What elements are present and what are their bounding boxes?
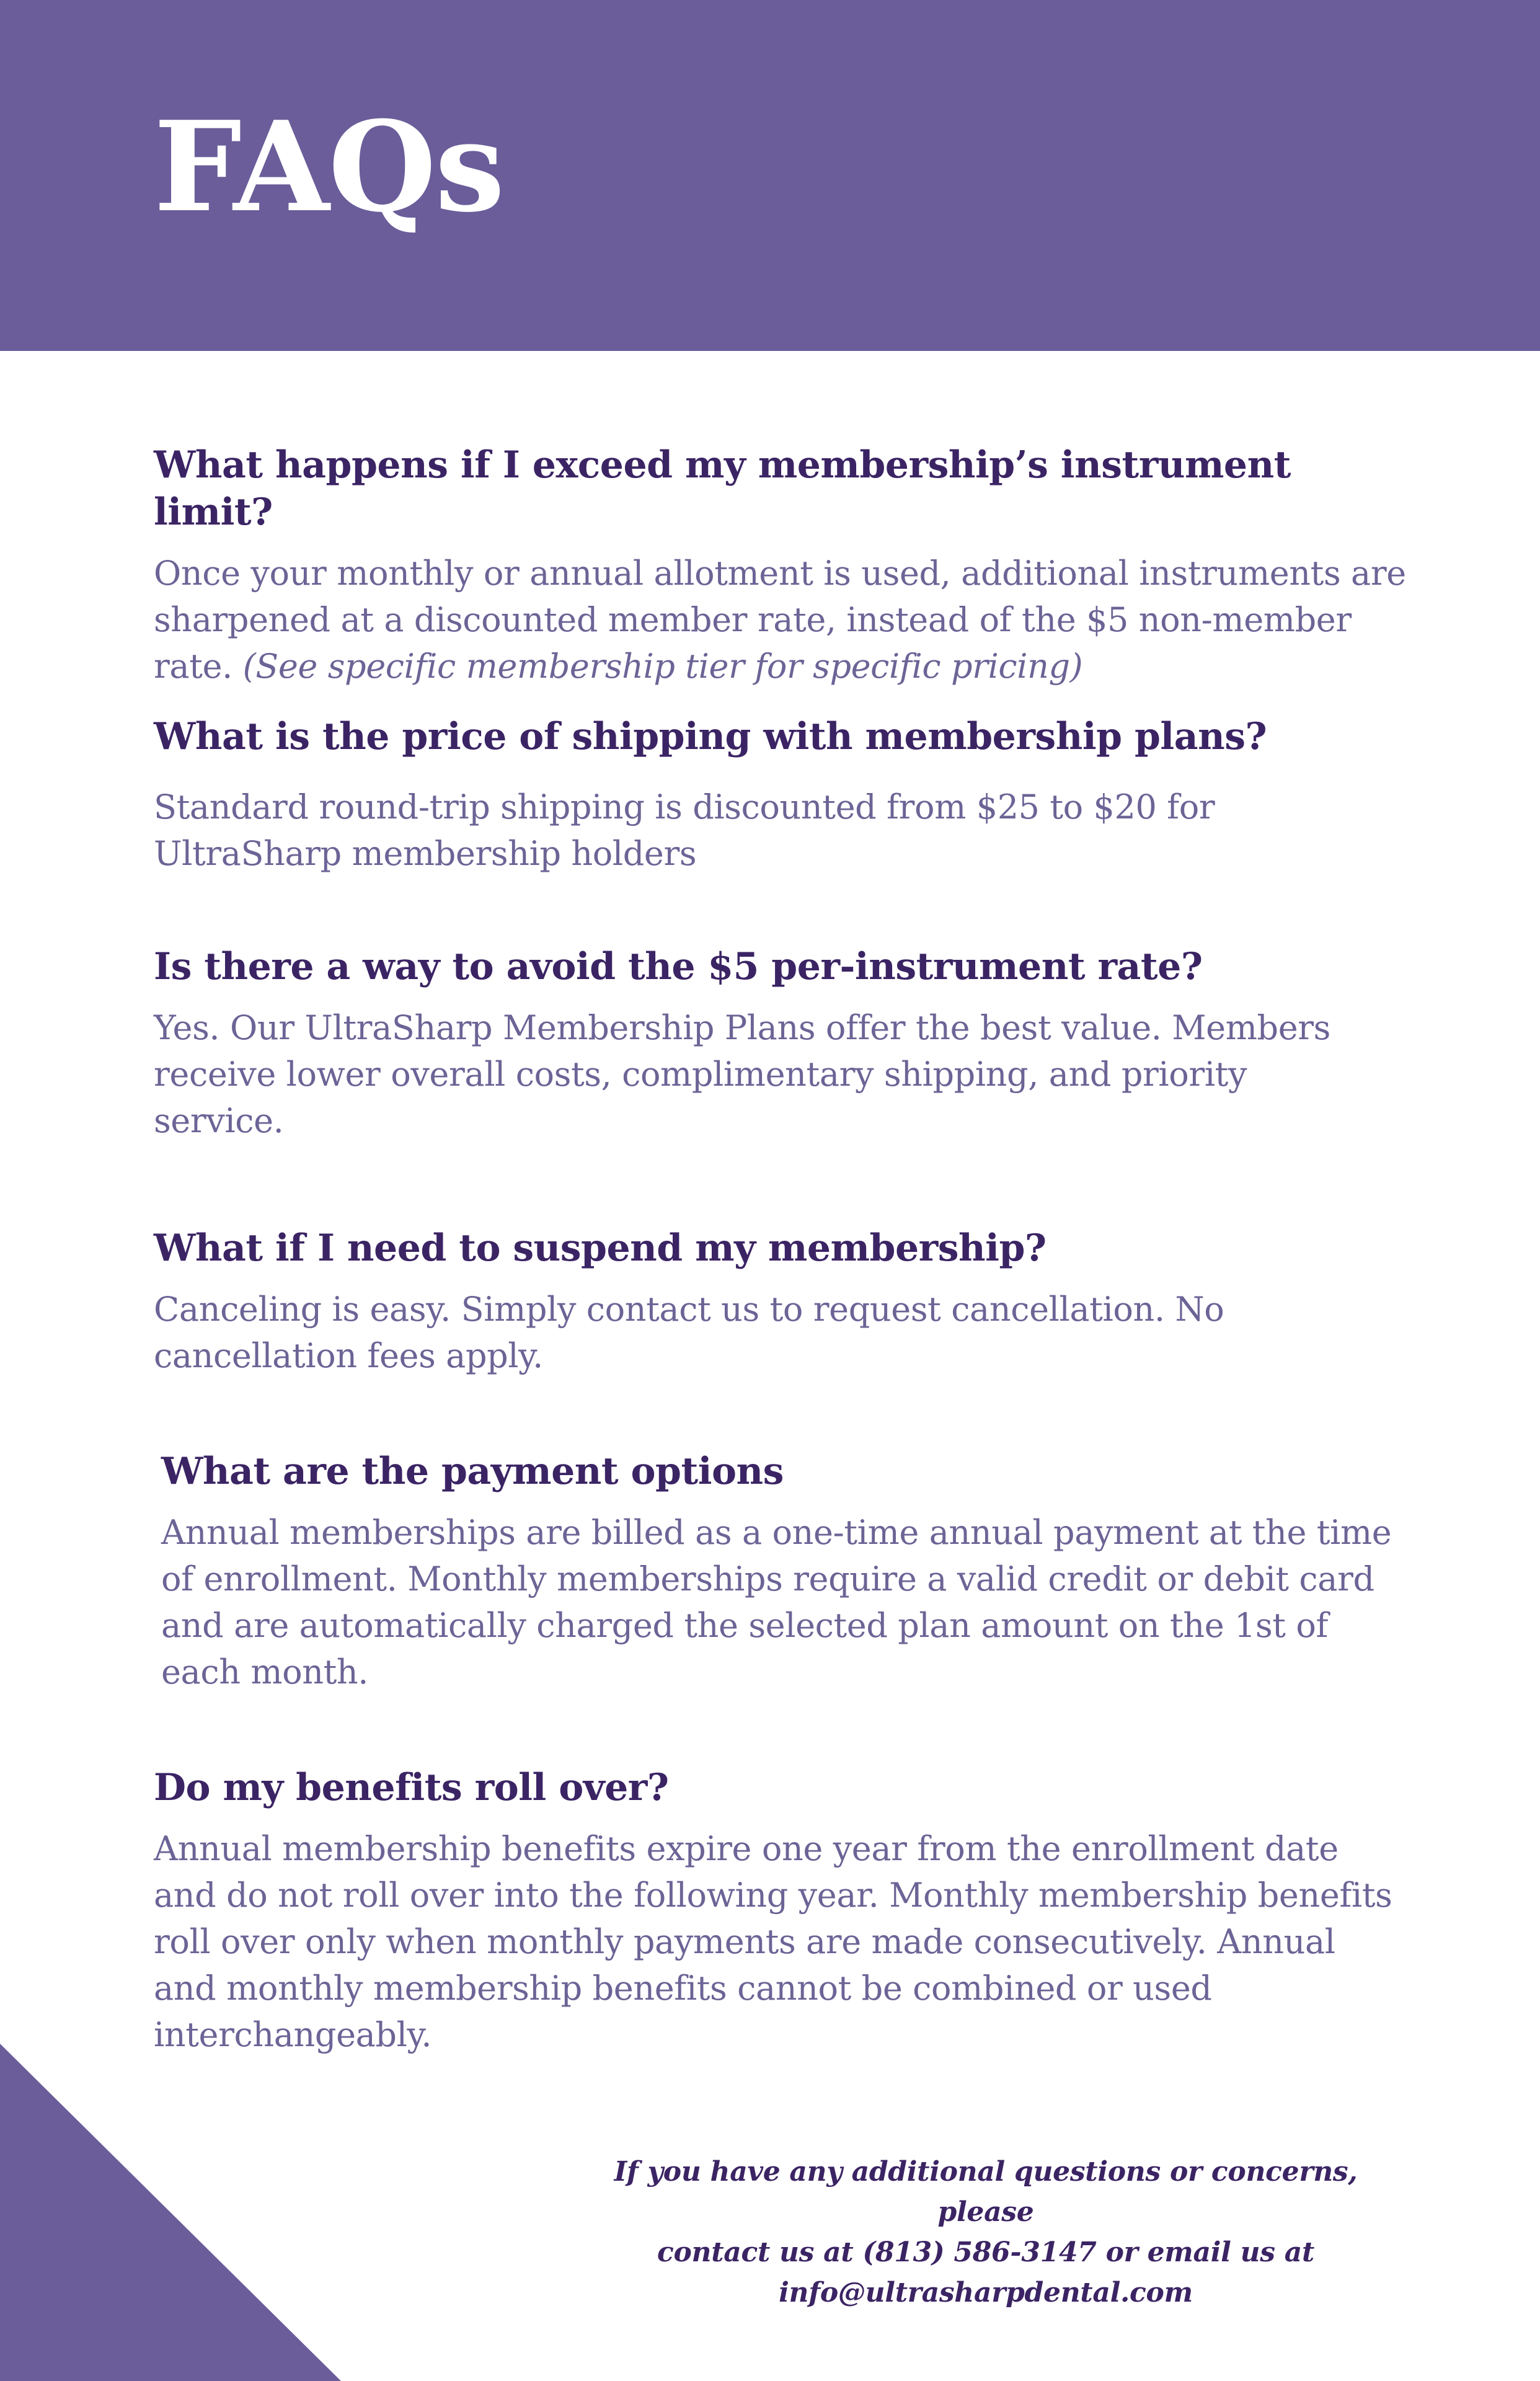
- page-title: FAQs: [154, 94, 504, 240]
- faq-answer: Standard round-trip shipping is discounted from $25 to $20 for UltraSharp membership holders: [154, 787, 1215, 873]
- faq-item-payment-options: [161, 1448, 1420, 1695]
- faq-answer: [154, 550, 1412, 689]
- contact-line: If you have any additional questions or concerns, please: [614, 2156, 1358, 2228]
- faq-item-avoid-rate: [154, 943, 1412, 1144]
- faq-item-instrument-limit: [154, 441, 1412, 689]
- faq-answer: Annual memberships are billed as a one-time annual payment at the time of enrollment. Monthly memberships require a valid credit or debit card and are automatically charged the selected plan amount on the 1st of each month.: [161, 1513, 1392, 1692]
- faq-question: What if I need to suspend my membership?: [154, 1226, 1047, 1270]
- contact-note: [577, 2152, 1395, 2313]
- faq-answer: Canceling is easy. Simply contact us to request cancellation. No cancellation fees apply.: [154, 1290, 1224, 1375]
- faq-answer-note: (See specific membership tier for specific pricing): [242, 647, 1083, 686]
- corner-triangle-decoration: [0, 2044, 341, 2381]
- contact-line-phone: contact us at (813) 586-3147 or email us at: [657, 2237, 1314, 2268]
- faq-question: What are the payment options: [161, 1450, 784, 1493]
- faq-answer: Yes. Our UltraSharp Membership Plans offer the best value. Members receive lower overall costs, complimentary shipping, and priority service.: [154, 1008, 1330, 1140]
- faq-answer: Annual membership benefits expire one year from the enrollment date and do not roll over into the following year. Monthly membership benefits roll over only when monthly payments are made consecutively. Annual and monthly membership benefits cannot be combined or used interchangeably.: [154, 1829, 1392, 2054]
- faq-question: What is the price of shipping with membership plans?: [154, 715, 1267, 758]
- faq-question: What happens if I exceed my membership’s instrument limit?: [154, 443, 1291, 534]
- faq-item-benefits-rollover: [154, 1764, 1412, 2058]
- faq-question: Do my benefits roll over?: [154, 1766, 669, 1809]
- faq-answer-text: Once your monthly or annual allotment is used, additional instruments are sharpened at a discounted member rate, instead of the $5 non-member rate.: [154, 554, 1406, 686]
- contact-email-link[interactable]: info@ultrasharpdental.com: [779, 2277, 1193, 2308]
- faq-item-shipping-price: [154, 713, 1412, 877]
- header-banner: [0, 0, 1540, 351]
- faq-question: Is there a way to avoid the $5 per-instrument rate?: [154, 945, 1203, 988]
- faq-item-suspend-membership: [154, 1225, 1412, 1379]
